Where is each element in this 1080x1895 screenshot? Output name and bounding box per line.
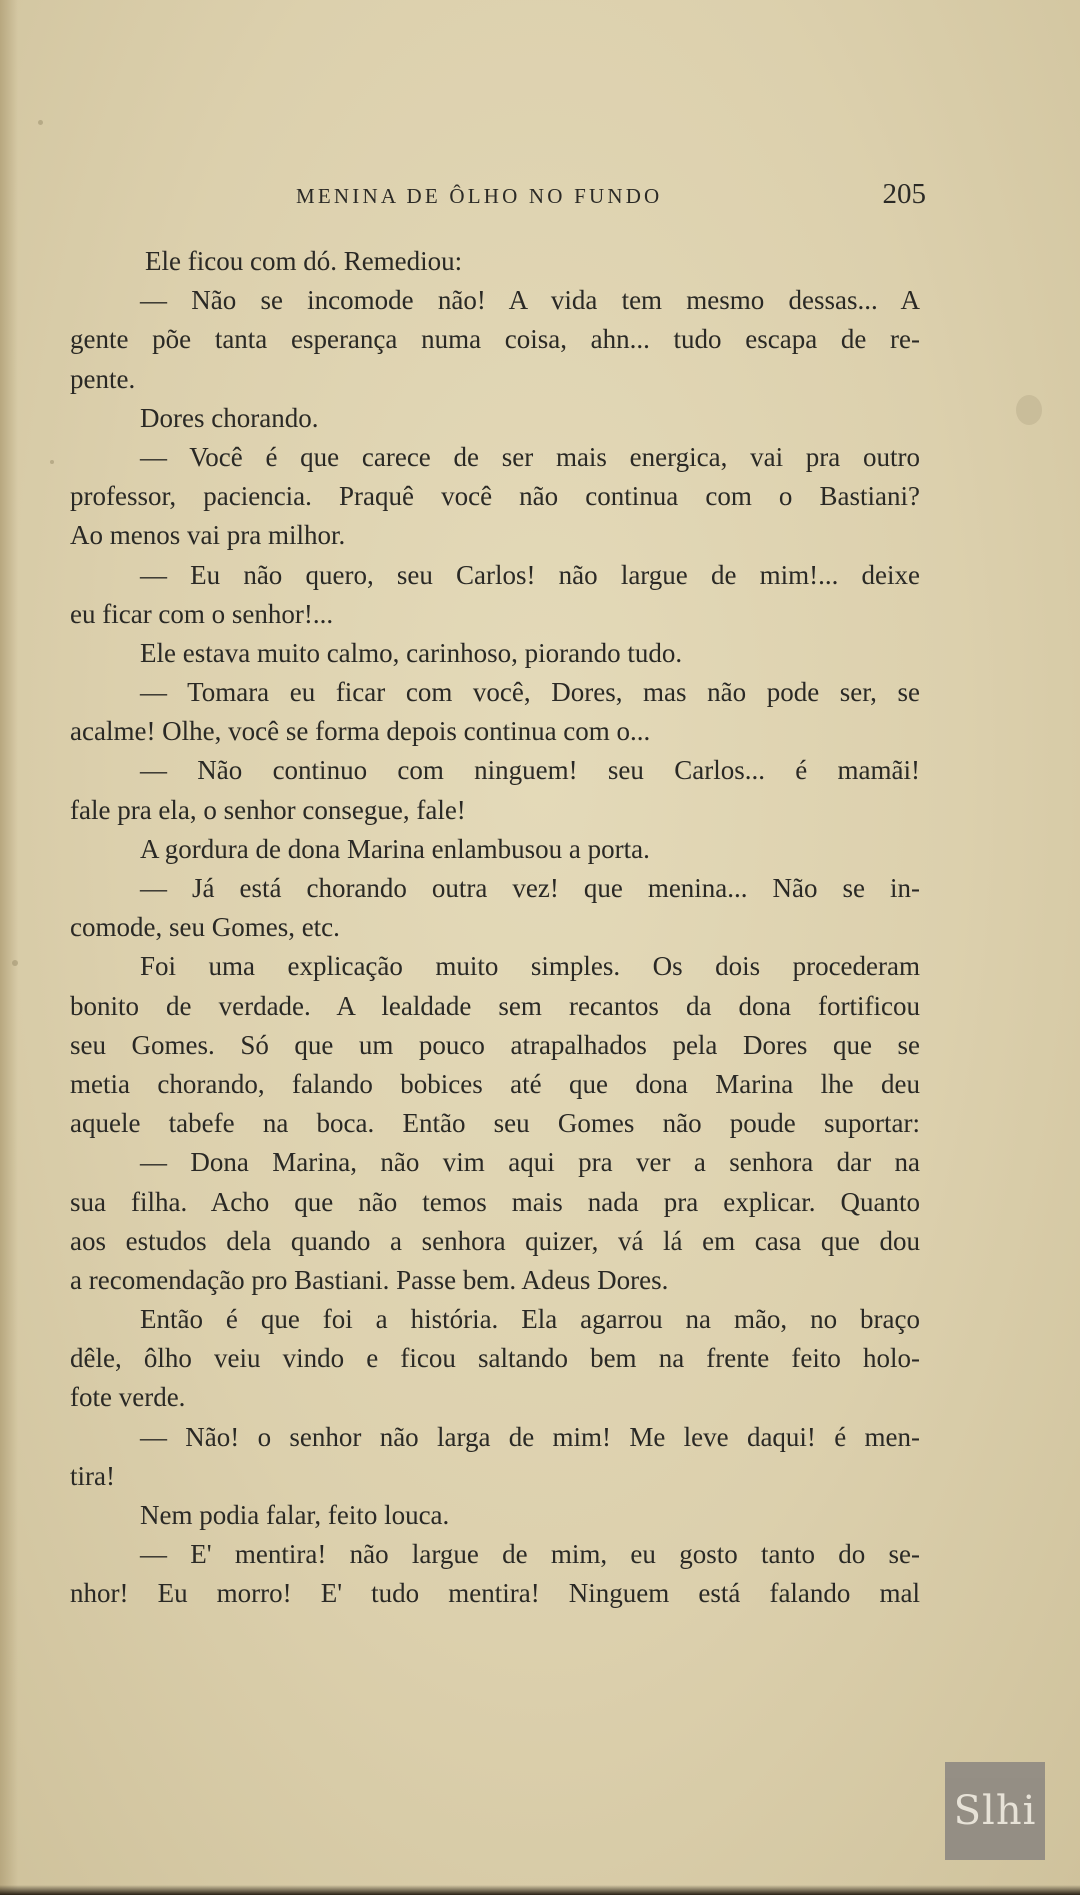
paper-speck: [50, 460, 54, 464]
text-line: metia chorando, falando bobices até que dona Marina lhe deu: [70, 1068, 920, 1099]
page-text: [70, 242, 920, 1614]
page-left-edge-shadow: [0, 0, 18, 1895]
text-line: aos estudos dela quando a senhora quizer, vá lá em casa que dou: [70, 1225, 920, 1256]
text-line: aquele tabefe na boca. Então seu Gomes não poude suportar:: [70, 1108, 920, 1139]
text-line: fote verde.: [70, 1382, 186, 1413]
text-line: — Tomara eu ficar com você, Dores, mas não pode ser, se: [140, 677, 920, 708]
text-line: Ele estava muito calmo, carinhoso, piorando tudo.: [140, 637, 683, 668]
text-line: professor, paciencia. Praquê você não continua com o Bastiani?: [70, 481, 920, 512]
text-line: dêle, ôlho veiu vindo e ficou saltando bem na frente feito holo-: [70, 1343, 920, 1374]
text-line: bonito de verdade. A lealdade sem recantos da dona fortificou: [70, 990, 920, 1021]
text-line: Nem podia falar, feito louca.: [140, 1500, 450, 1530]
text-line: Dores chorando.: [140, 402, 319, 433]
text-line: acalme! Olhe, você se forma depois continua com o...: [70, 716, 651, 747]
text-line: nhor! Eu morro! E' tudo mentira! Ninguem está falando mal: [70, 1578, 920, 1609]
text-line: Então é que foi a história. Ela agarrou na mão, no braço: [140, 1304, 920, 1335]
text-line: — Não se incomode não! A vida tem mesmo dessas... A: [140, 285, 920, 316]
text-line: Ele ficou com dó. Remediou:: [145, 246, 463, 276]
text-line: — Não! o senhor não larga de mim! Me leve daqui! é men-: [140, 1421, 920, 1452]
text-line: — Não continuo com ninguem! seu Carlos... é mamãi!: [140, 755, 920, 786]
text-line: — E' mentira! não largue de mim, eu gosto tanto do se-: [140, 1539, 920, 1570]
text-line: fale pra ela, o senhor consegue, fale!: [70, 794, 466, 825]
paper-speck: [12, 960, 18, 966]
page-bottom-edge-shadow: [0, 1885, 1080, 1895]
text-line: — Eu não quero, seu Carlos! não largue de mim!... deixe: [140, 559, 920, 590]
text-line: sua filha. Acho que não temos mais nada pra explicar. Quanto: [70, 1186, 920, 1217]
library-stamp-logo: Slhi: [945, 1762, 1045, 1860]
text-line: — Você é que carece de ser mais energica, vai pra outro: [140, 441, 920, 472]
text-line: a recomendação pro Bastiani. Passe bem. Adeus Dores.: [70, 1264, 669, 1295]
text-line: Foi uma explicação muito simples. Os dois procederam: [140, 951, 920, 982]
text-line: — Dona Marina, não vim aqui pra ver a senhora dar na: [140, 1147, 920, 1178]
text-line: seu Gomes. Só que um pouco atrapalhados pela Dores que se: [70, 1029, 920, 1060]
text-line: A gordura de dona Marina enlambusou a porta.: [140, 833, 650, 864]
paper-speck: [38, 120, 43, 125]
text-line: tira!: [70, 1460, 115, 1491]
text-line: gente põe tanta esperança numa coisa, ahn... tudo escapa de re-: [70, 324, 920, 355]
page-number: 205: [882, 178, 926, 210]
page-header: [296, 178, 926, 218]
text-line: comode, seu Gomes, etc.: [70, 912, 340, 943]
text-line: pente.: [70, 363, 136, 394]
text-line: Ao menos vai pra milhor.: [70, 520, 346, 551]
running-title: MENINA DE ÔLHO NO FUNDO: [296, 184, 663, 208]
text-line: eu ficar com o senhor!...: [70, 598, 334, 629]
text-line: — Já está chorando outra vez! que menina... Não se in-: [140, 873, 920, 903]
paper-stain: [1016, 395, 1042, 425]
